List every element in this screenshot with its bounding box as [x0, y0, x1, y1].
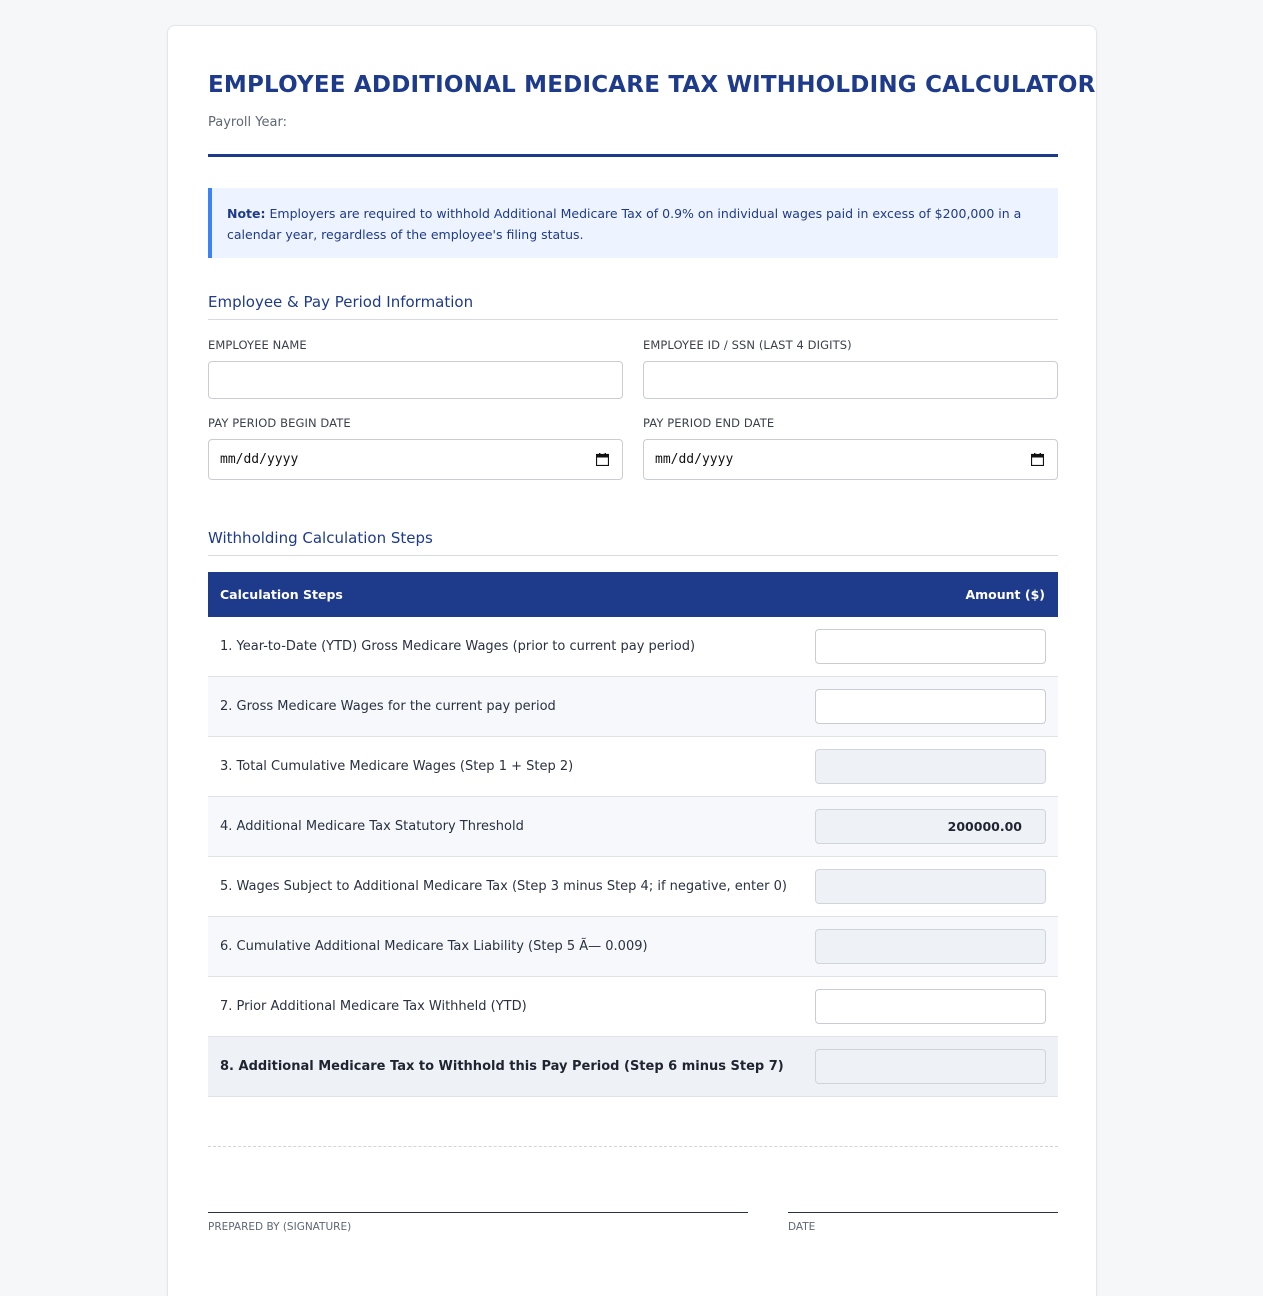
table-row [208, 617, 1058, 677]
total-wages-output [815, 749, 1046, 784]
end-date-label: PAY PERIOD END DATE [643, 416, 775, 430]
end-date-placeholder: mm/dd/yyyy [655, 452, 734, 467]
step-label: 7. Prior Additional Medicare Tax Withheld (YTD) [220, 999, 527, 1014]
employee-id-label: EMPLOYEE ID / SSN (LAST 4 DIGITS) [643, 338, 852, 352]
note-box [208, 188, 1058, 258]
table-row [208, 677, 1058, 737]
step-label: 4. Additional Medicare Tax Statutory Threshold [220, 819, 524, 834]
tax-liability-output [815, 929, 1046, 964]
employee-name-input[interactable] [208, 361, 623, 399]
table-row [208, 857, 1058, 917]
current-wages-input[interactable] [815, 689, 1046, 724]
table-row [208, 977, 1058, 1037]
employee-id-input[interactable] [643, 361, 1058, 399]
signature-line[interactable] [208, 1212, 748, 1213]
page-title: EMPLOYEE ADDITIONAL MEDICARE TAX WITHHOLDING CALCULATOR [208, 72, 1096, 98]
form-card [167, 25, 1097, 1296]
employee-section-title: Employee & Pay Period Information [208, 293, 1058, 320]
col-steps-header: Calculation Steps [220, 587, 343, 602]
subject-wages-output [815, 869, 1046, 904]
table-row [208, 797, 1058, 857]
col-amount-header: Amount ($) [965, 587, 1045, 602]
begin-date-label: PAY PERIOD BEGIN DATE [208, 416, 351, 430]
prepared-by-label: PREPARED BY (SIGNATURE) [208, 1221, 352, 1233]
step-label: 8. Additional Medicare Tax to Withhold this Pay Period (Step 6 minus Step 7) [220, 1059, 784, 1074]
employee-name-label: EMPLOYEE NAME [208, 338, 307, 352]
payroll-year-label: Payroll Year: [208, 115, 287, 130]
ytd-wages-input[interactable] [815, 629, 1046, 664]
table-row [208, 737, 1058, 797]
title-divider [208, 154, 1058, 157]
calc-section-title: Withholding Calculation Steps [208, 529, 1058, 556]
section-divider [208, 1146, 1058, 1147]
step-label: 2. Gross Medicare Wages for the current pay period [220, 699, 556, 714]
table-header [208, 572, 1058, 617]
note-text: Employers are required to withhold Additional Medicare Tax of 0.9% on individual wages paid in excess of $200,000 in a calendar year, regardless of the employee's filing status. [227, 206, 1022, 242]
calendar-icon[interactable] [1031, 453, 1044, 466]
begin-date-input[interactable] [208, 439, 623, 480]
step-label: 5. Wages Subject to Additional Medicare Tax (Step 3 minus Step 4; if negative, enter 0) [220, 879, 787, 894]
table-row [208, 917, 1058, 977]
calc-table [208, 572, 1058, 1097]
table-row-total [208, 1037, 1058, 1097]
date-line[interactable] [788, 1212, 1058, 1213]
note-label: Note: [227, 206, 266, 221]
begin-date-placeholder: mm/dd/yyyy [220, 452, 299, 467]
end-date-input[interactable] [643, 439, 1058, 480]
withhold-amount-output [815, 1049, 1046, 1084]
calendar-icon[interactable] [596, 453, 609, 466]
threshold-output: 200000.00 [815, 809, 1046, 844]
prior-withheld-input[interactable] [815, 989, 1046, 1024]
date-label: DATE [788, 1221, 816, 1233]
step-label: 1. Year-to-Date (YTD) Gross Medicare Wages (prior to current pay period) [220, 639, 696, 654]
step-label: 6. Cumulative Additional Medicare Tax Liability (Step 5 Ã— 0.009) [220, 939, 648, 954]
step-label: 3. Total Cumulative Medicare Wages (Step 1 + Step 2) [220, 759, 574, 774]
